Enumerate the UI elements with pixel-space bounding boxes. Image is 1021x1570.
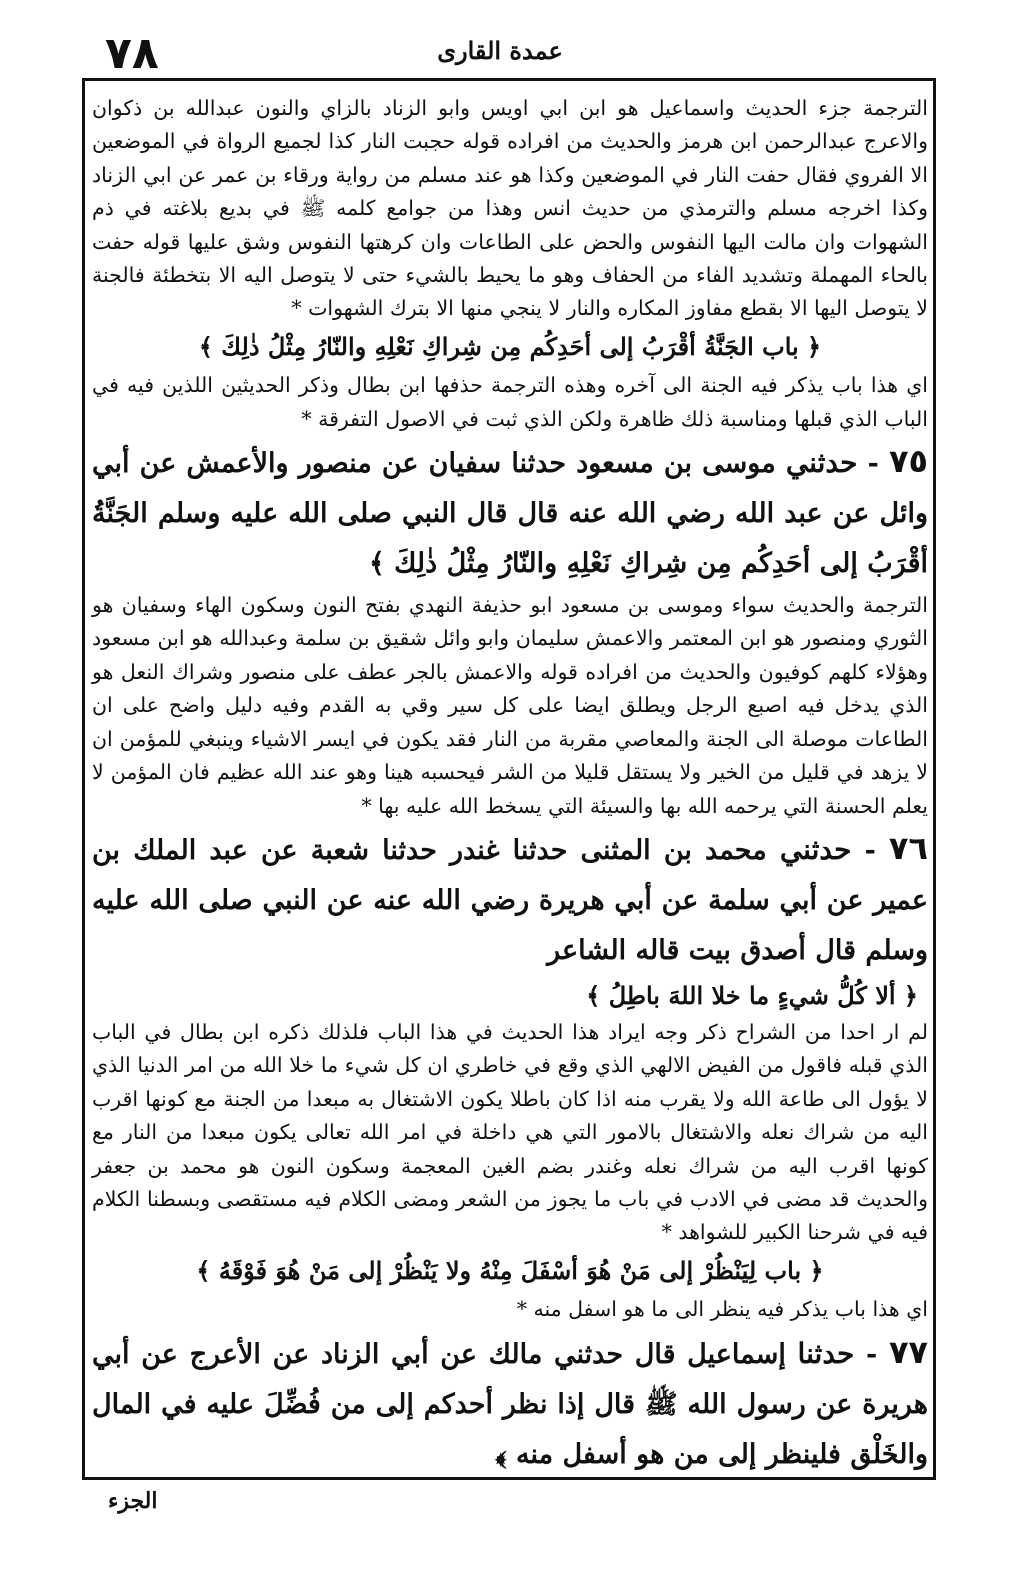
commentary-paragraph: الترجمة جزء الحديث واسماعيل هو ابن ابي اويس وابو الزناد بالزاي والنون عبدالله بن ذكوان والاعرج عبدالرحمن ابن هرمز والحديث من افراده قوله حجبت النار كذا لجميع الرواة في الموضعين الا الفروي فقال حفت النار في الموضعين وكذا هو عند مسلم من رواية ورقاء بن عمر عن ابي الزناد وكذا اخرجه مسلم والترمذي من حديث انس وهذا من جوامع كلمه ﷺ في بديع بلاغته في ذم الشهوات وان مالت اليها النفوس والحض على الطاعات وان كرهتها النفوس وشق عليها قوله حفت بالحاء المهملة وتشديد الفاء من الحفاف وهو ما يحيط بالشيء حتى لا يتوصل اليه الا بتخطئة فالجنة لا يتوصل اليها الا بقطع مفاوز المكاره والنار لا ينجي منها الا بترك الشهوات *	[92, 96, 928, 321]
commentary-paragraph: اي هذا باب يذكر فيه ينظر الى ما هو اسفل منه *	[516, 1297, 928, 1322]
hadith-narration-word: حدثنا	[797, 1336, 855, 1370]
hadith-body: موسى بن مسعود حدثنا سفيان عن منصور والأعمش عن أبي وائل عن عبد الله رضي الله عنه قال قال النبي صلى الله عليه وسلم الجَنَّةُ أقْرَبُ إلى أحَدِكُم مِن شِراكِ نَعْلِهِ والنّارُ مِثْلُ ذٰلِكَ ﴾	[92, 448, 928, 580]
chapter-heading: ﴿ باب الجَنَّةُ أقْرَبُ إلى أحَدِكُم مِن شِراكِ نَعْلِهِ والنّارُ مِثْلُ ذٰلِكَ ﴾	[198, 331, 822, 361]
hadith-narration-word: حدثني	[779, 832, 852, 866]
hadith-text: ٧٥ - حدثني موسى بن مسعود حدثنا سفيان عن منصور والأعمش عن أبي وائل عن عبد الله رضي الله عنه قال قال النبي صلى الله عليه وسلم الجَنَّةُ أقْرَبُ إلى أحَدِكُم مِن شِراكِ نَعْلِهِ والنّارُ مِثْلُ ذٰلِكَ ﴾	[92, 442, 928, 580]
hadith-number: ٧٧	[888, 1332, 928, 1371]
hadith-text: ٧٧ - حدثنا إسماعيل قال حدثني مالك عن أبي الزناد عن الأعرج عن أبي هريرة عن رسول الله ﷺ قال إذا نظر أحدكم إلى من فُضِّلَ عليه في المال والخَلْق فلينظر إلى من هو أسفل منه ﴾	[92, 1332, 928, 1470]
hadith-narration-word: حدثني	[785, 446, 858, 480]
commentary-paragraph: لم ار احدا من الشراح ذكر وجه ايراد هذا الحديث في هذا الباب فلذلك ذكره ابن بطال في الباب الذي قبله فاقول من الفيض الالهي الذي وقع في خاطري ان كل شيء ما خلا الله من امر الدنيا الذي لا يؤول الى طاعة الله ولا يقرب منه اذا كان باطلا يكون الاشتغال به مبعدا من الجنة مع كونها اقرب اليه من شراك نعله والاشتغال بالامور التي هي داخلة في امر الله تعالى يكون مبعدا من النار مع كونها اقرب اليه من شراك نعله وغندر بضم الغين المعجمة وسكون النون هو محمد بن جعفر والحديث قد مضى في الادب في باب ما يجوز من الشعر ومضى الكلام فيه مستقصى وبسطنا الكلام فيه في شرحنا الكبير للشواهد *	[92, 1019, 928, 1245]
hadith-body: إسماعيل قال حدثني مالك عن أبي الزناد عن الأعرج عن أبي هريرة عن رسول الله ﷺ قال إذا نظر أحدكم إلى من فُضِّلَ عليه في المال والخَلْق فلينظر إلى من هو أسفل منه ﴾	[92, 1338, 928, 1470]
chapter-heading: ﴿ باب لِيَنْظُرْ إلى مَنْ هُوَ أسْفَلَ مِنْهُ ولا يَنْظُرْ إلى مَنْ هُوَ فَوْقَهُ ﴾	[196, 1255, 824, 1285]
hadith-number: ٧٥	[888, 442, 928, 481]
catchword: الجزء	[108, 1488, 158, 1514]
commentary-paragraph: اي هذا باب يذكر فيه الجنة الى آخره وهذه الترجمة حذفها ابن بطال وذكر الحديثين اللذين فيه في الباب الذي قبلها ومناسبة ذلك ظاهرة ولكن الذي ثبت في الاصول التفرقة *	[92, 373, 928, 431]
hadith-body: محمد بن المثنى حدثنا غندر حدثنا شعبة عن عبد الملك بن عمير عن أبي سلمة عن أبي هريرة رضي الله عنه عن النبي صلى الله عليه وسلم قال أصدق بيت قاله الشاعر	[92, 834, 928, 966]
hadith-number: ٧٦	[888, 828, 928, 867]
commentary-paragraph: الترجمة والحديث سواء وموسى بن مسعود ابو حذيفة النهدي بفتح النون وسكون الهاء وسفيان هو الثوري ومنصور هو ابن المعتمر والاعمش سليمان وابو وائل شقيق بن سلمة وعبدالله هو ابن مسعود وهؤلاء كلهم كوفيون والحديث من افراده قوله والاعمش بالجر عطف على منصور وشراك النعل هو الذي يدخل فيه اصبع الرجل ويطلق ايضا على كل سير وقي به القدم وفيه دليل واضح على ان الطاعات موصلة الى الجنة والمعاصي مقربة من النار فقد يكون في ايسر الاشياء وينبغي للمؤمن ان لا يزهد في قليل من الخير ولا يستقل قليلا من الشر فيحسبه هينا وهو عند الله عظيم فان المؤمن لا يعلم الحسنة التي يرحمه الله بها والسيئة التي يسخط الله عليه بها *	[92, 593, 928, 818]
poetry-verse: ﴿ ألا كُلُّ شيءٍ ما خلا اللهَ باطِلُ ﴾	[586, 980, 918, 1010]
page-body	[92, 92, 928, 1480]
page-number: ٧٨	[105, 28, 159, 79]
running-header-title: عمدة القاری	[437, 36, 563, 65]
hadith-text: ٧٦ - حدثني محمد بن المثنى حدثنا غندر حدثنا شعبة عن عبد الملك بن عمير عن أبي سلمة عن أبي هريرة رضي الله عنه عن النبي صلى الله عليه وسلم قال أصدق بيت قاله الشاعر	[92, 828, 928, 966]
